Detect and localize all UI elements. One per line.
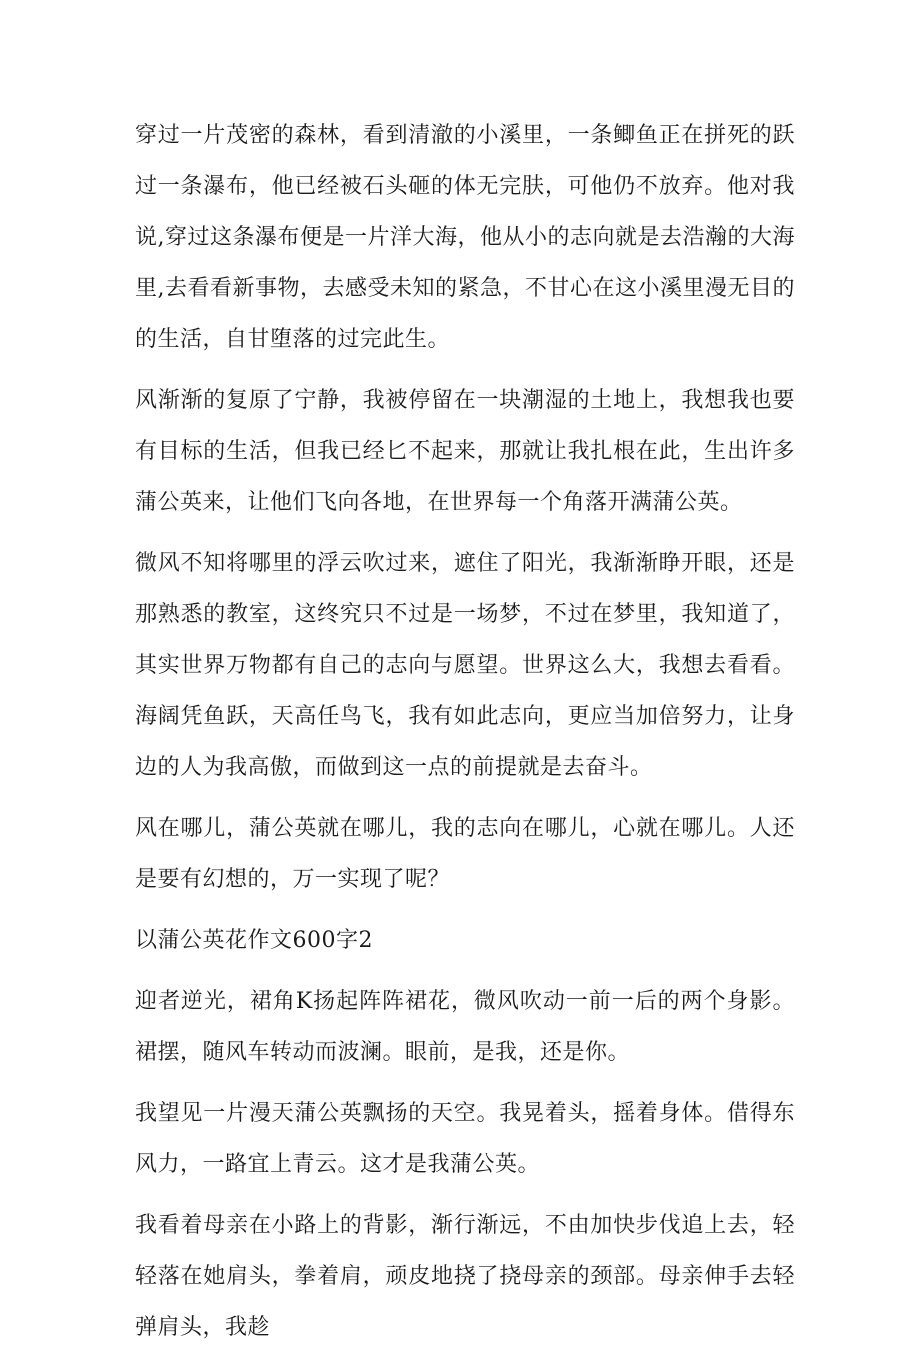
paragraph-7: 我看着母亲在小路上的背影，渐行渐远，不由加快步伐追上去，轻轻落在她肩头，拳着肩，顽皮地挠了挠母亲的颈部。母亲伸手去轻弹肩头，我趁 — [135, 1213, 795, 1340]
paragraph-5: 迎者逆光，裙角K扬起阵阵裙花，微风吹动一前一后的两个身影。裙摆，随风车转动而波澜。眼前，是我，还是你。 — [135, 989, 795, 1065]
paragraph-1: 穿过一片茂密的森林，看到清澈的小溪里，一条鲫鱼正在拼死的跃过一条瀑布，他已经被石头砸的体无完肤，可他仍不放弃。他对我说,穿过这条瀑布便是一片洋大海，他从小的志向就是去浩瀚的大海里,去看看新事物，去感受未知的紧急，不甘心在这小溪里漫无目的的生活，自甘堕落的过完此生。 — [135, 123, 795, 352]
paragraph-2: 风渐渐的复原了宁静，我被停留在一块潮湿的土地上，我想我也要有目标的生活，但我已经匕不起来，那就让我扎根在此，生出许多蒲公英来，让他们飞向各地，在世界每一个角落开满蒲公英。 — [135, 388, 795, 515]
section-heading: 以蒲公英花作文600字2 — [135, 928, 373, 953]
paragraph-4: 风在哪儿，蒲公英就在哪儿，我的志向在哪儿，心就在哪儿。人还是要有幻想的，万一实现了呢？ — [135, 816, 795, 892]
paragraph-6: 我望见一片漫天蒲公英飘扬的天空。我晃着头，摇着身体。借得东风力，一路宜上青云。这才是我蒲公英。 — [135, 1101, 795, 1177]
document-body — [135, 110, 795, 1363]
paragraph-3: 微风不知将哪里的浮云吹过来，遮住了阳光，我渐渐睁开眼，还是那熟悉的教室，这终究只不过是一场梦，不过在梦里，我知道了，其实世界万物都有自己的志向与愿望。世界这么大，我想去看看。海阔凭鱼跃，天高任鸟飞，我有如此志向，更应当加倍努力，让身边的人为我高傲，而做到这一点的前提就是去奋斗。 — [135, 551, 795, 780]
